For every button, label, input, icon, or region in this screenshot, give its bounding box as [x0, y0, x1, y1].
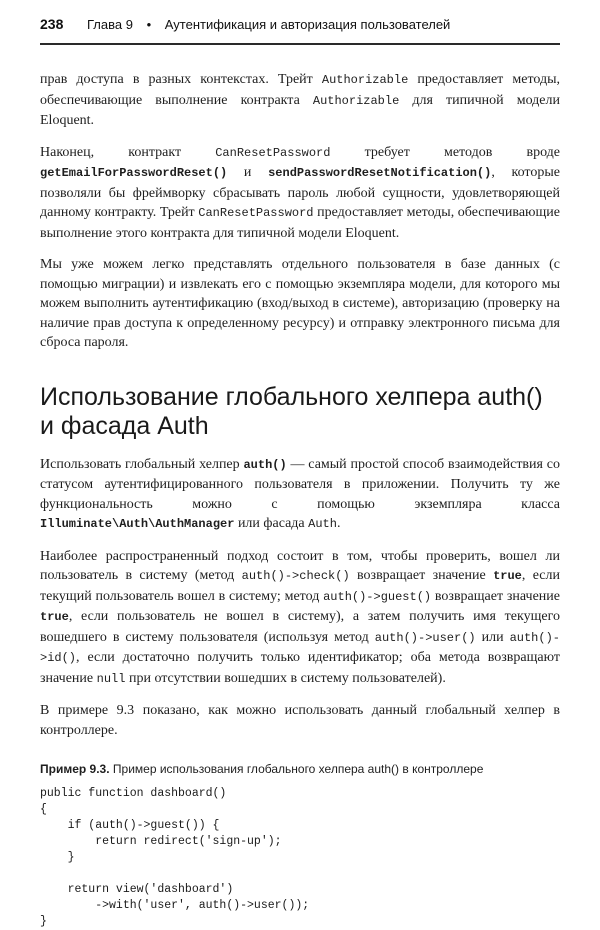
text-run: предоставляет методы, обеспечивающие выполнение контракта: [40, 72, 561, 108]
paragraph-3: Мы уже можем легко представлять отдельного пользователя в базе данных (с помощью миграции) и извлекать его с помощью экземпляра модели, для которого мы можем выполнить аутентификацию (вход/выход в системе), авторизацию (проверку на наличие прав доступа к определенному ресурсу) и отправку электронного письма для сброса пароля.: [40, 257, 560, 350]
page-body: [40, 70, 560, 930]
paragraph-5: [40, 547, 560, 690]
inline-code-bold: getEmailForPasswordReset(): [40, 166, 228, 180]
running-header: [40, 16, 560, 38]
page-number: 238: [40, 16, 64, 32]
inline-code: auth()->user(): [374, 630, 476, 645]
code-listing: public function dashboard() { if (auth()->guest()) { return redirect('sign-up'); } return view('dashboard') ->with('user', auth()->user()); }: [40, 786, 310, 928]
header-separator: •: [146, 17, 152, 32]
header-rule: [40, 43, 560, 45]
example-caption-text: Пример использования глобального хелпера auth() в контроллере: [109, 762, 484, 776]
text-run: или фасада: [234, 516, 309, 531]
inline-code: CanResetPassword: [198, 206, 314, 220]
chapter-label: Глава 9: [86, 17, 133, 32]
inline-code: Authorizable: [312, 93, 400, 108]
inline-code: Auth: [308, 517, 337, 531]
text-run: , которые позволяли бы фреймворку сбрасывать пароль любой сущности, удовлетворяющей данному контракту. Трейт: [40, 165, 560, 220]
text-run: возвращает значение: [431, 588, 560, 604]
text-run: — самый простой способ взаимодействия со статусом аутентифицированного пользователя в приложении. Получить ту же функциональность можно с помощью экземпляра класса: [40, 456, 561, 512]
chapter-title: Аутентификация и авторизация пользователей: [164, 17, 451, 32]
section-heading: [40, 383, 560, 441]
section-heading-line-2: и фасада Auth: [40, 411, 209, 440]
text-run: предоставляет методы, обеспечивающие выполнение этого контракта для типичной модели Eloquent.: [40, 205, 560, 241]
inline-code-bold: true: [493, 569, 522, 583]
paragraph-4: [40, 455, 560, 535]
text-run: Наиболее распространенный подход состоит в том, чтобы проверить, вошел ли пользователь в систему (метод: [40, 548, 560, 583]
inline-code: CanResetPassword: [215, 145, 331, 160]
paragraph-6: В примере 9.3 показано, как можно использовать данный глобальный хелпер в контроллере.: [40, 703, 560, 738]
inline-code-bold: auth(): [243, 457, 287, 472]
text-run: Наконец, контракт: [40, 144, 216, 160]
text-run: для типичной модели Eloquent.: [40, 92, 560, 128]
text-run: .: [336, 516, 341, 531]
inline-code: null: [96, 671, 126, 686]
text-run: , если достаточно получить только идентификатор; оба метода возвращают значение: [40, 650, 560, 686]
text-run: и: [227, 165, 269, 180]
section-heading-line-1: Использование глобального хелпера auth(): [40, 382, 543, 411]
example-caption: [40, 760, 560, 780]
text-run: , если текущий пользователь вошел в систему; метод: [40, 568, 560, 604]
text-run: требует методов вроде: [330, 144, 561, 160]
paragraph-1: [40, 70, 560, 131]
paragraph-2: [40, 143, 560, 244]
inline-code: auth()->check(): [241, 569, 350, 583]
text-run: или: [475, 629, 510, 645]
inline-code: Authorizable: [321, 73, 409, 87]
inline-code-bold: sendPasswordResetNotification(): [268, 166, 492, 180]
example-label: Пример 9.3.: [40, 762, 110, 776]
inline-code: auth()->guest(): [323, 589, 432, 604]
inline-code-bold: Illuminate\Auth\AuthManager: [40, 517, 235, 531]
text-run: Использовать глобальный хелпер: [40, 456, 244, 472]
text-run: при отсутствии вошедших в систему пользователей).: [125, 670, 446, 686]
text-run: возвращает значение: [349, 568, 494, 583]
inline-code-bold: true: [40, 610, 69, 624]
inline-code: auth()->id(): [40, 630, 560, 665]
text-run: прав доступа в разных контекстах. Трейт: [40, 72, 322, 87]
text-run: , если пользователь не вошел в систему), а затем получить имя текущего вошедшего в систему пользователя (используя метод: [40, 609, 560, 645]
